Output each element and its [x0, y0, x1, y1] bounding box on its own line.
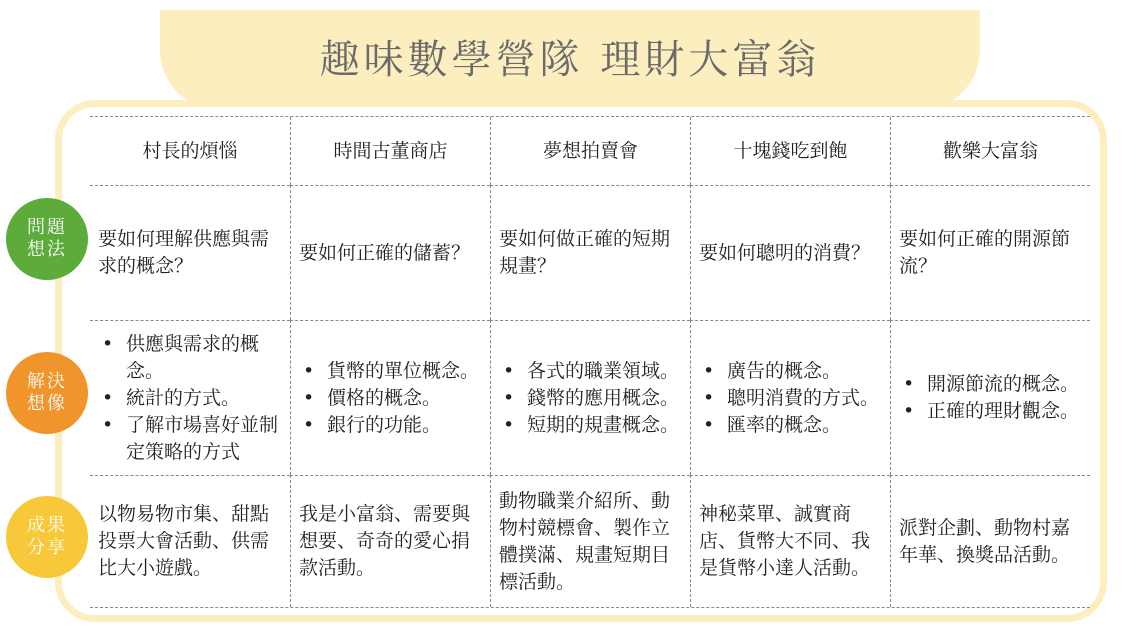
column-header: 歡樂大富翁: [890, 117, 1090, 185]
result-cell: 神秘菜單、誠實商店、貨幣大不同、我是貨幣小達人活動。: [690, 475, 890, 607]
list-item: • 廣告的概念。: [727, 358, 879, 385]
solution-cell: [890, 320, 1090, 475]
row-label-questions: 問題 想法: [6, 198, 88, 280]
list-item: • 短期的規畫概念。: [527, 412, 679, 439]
question-cell: 要如何正確的開源節流？: [890, 185, 1090, 320]
column-header: 十塊錢吃到飽: [690, 117, 890, 185]
list-item: • 了解市場喜好並制定策略的方式: [126, 412, 282, 466]
row-label-results: 成果 分享: [6, 496, 88, 578]
column-header: 村長的煩惱: [142, 139, 238, 162]
list-item: • 聰明消費的方式。: [727, 385, 879, 412]
solution-cell: [490, 320, 690, 475]
question-cell: 要如何理解供應與需求的概念？: [90, 185, 290, 320]
list-item: • 開源節流的概念。: [927, 371, 1079, 398]
result-cell: 派對企劃、動物村嘉年華、換獎品活動。: [890, 475, 1090, 607]
list-item: • 統計的方式。: [126, 385, 282, 412]
solution-cell: [690, 320, 890, 475]
list-item: • 價格的概念。: [327, 385, 479, 412]
row-label-solutions: 解決 想像: [6, 352, 88, 434]
result-cell: 動物職業介紹所、動物村競標會、製作立體撲滿、規畫短期目標活動。: [490, 475, 690, 607]
question-cell: 要如何聰明的消費？: [690, 185, 890, 320]
list-item: • 貨幣的單位概念。: [327, 358, 479, 385]
list-item: • 正確的理財觀念。: [927, 398, 1079, 425]
solution-cell: [90, 320, 290, 475]
curriculum-table: [90, 116, 1090, 608]
question-cell: 要如何做正確的短期規畫？: [490, 185, 690, 320]
list-item: • 各式的職業領域。: [527, 358, 679, 385]
column-header: 時間古董商店: [290, 117, 490, 185]
question-cell: 要如何正確的儲蓄？: [290, 185, 490, 320]
solution-cell: [290, 320, 490, 475]
result-cell: 我是小富翁、需要與想要、奇奇的愛心捐款活動。: [290, 475, 490, 607]
list-item: • 錢幣的應用概念。: [527, 385, 679, 412]
result-cell: 以物易物市集、甜點投票大會活動、供需比大小遊戲。: [90, 475, 290, 607]
page-title: 趣味數學營隊 理財大富翁: [319, 37, 821, 83]
list-item: • 供應與需求的概念。: [126, 331, 282, 385]
column-header: 夢想拍賣會: [490, 117, 690, 185]
list-item: • 匯率的概念。: [727, 412, 879, 439]
list-item: • 銀行的功能。: [327, 412, 479, 439]
